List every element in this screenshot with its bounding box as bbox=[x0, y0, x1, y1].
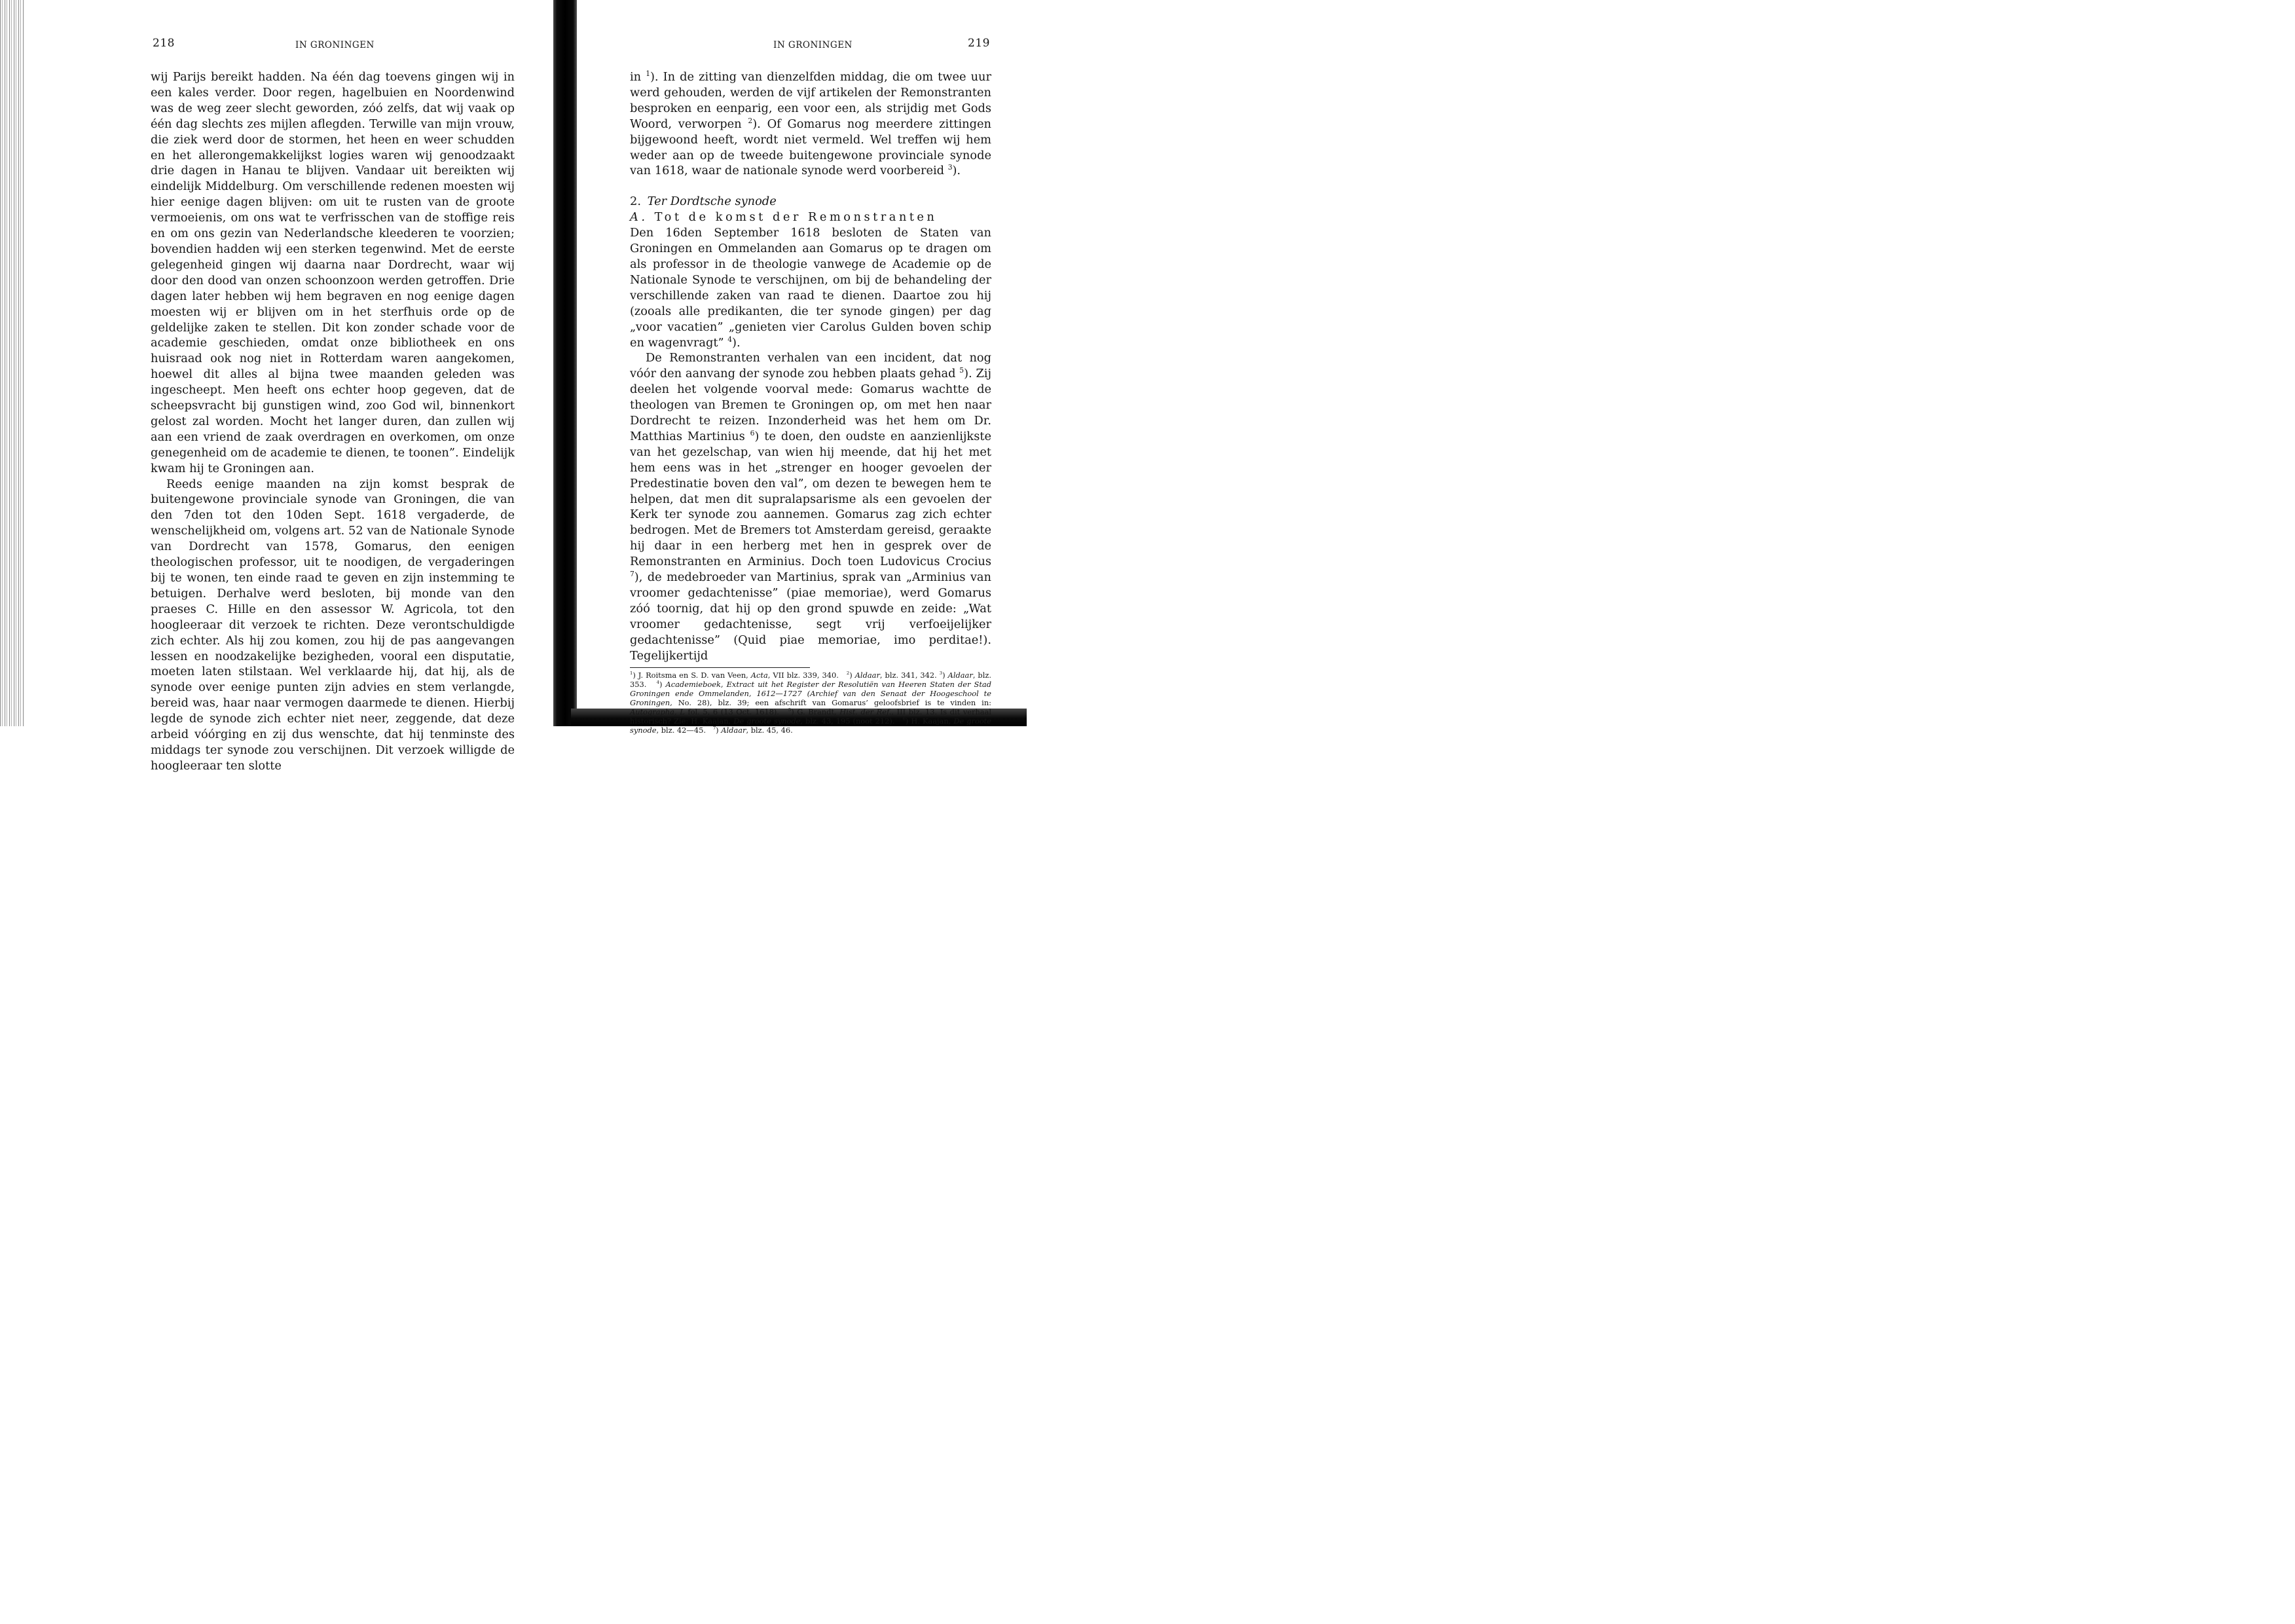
footnote-text: No. 28), blz. 39; een afschrift van Gomarus’ geloofsbrief is te vinden in: bbox=[672, 697, 991, 707]
paragraph bbox=[630, 225, 991, 350]
footnote-title: De groote synode, bbox=[733, 716, 803, 726]
text-run: ). Of Gomarus nog meerdere zittingen bijgewoond heeft, wordt niet vermeld. Wel treffen wij hem weder aan op de tweede buitengewone provinciale synode van 1618, waar de nationale synode werd voorbereid bbox=[630, 117, 991, 178]
text-run: ) te doen, den oudste en aanzienlijkste van het gezelschap, van wien hij meende, dat hij het met hem eens was in het „strenger en hooger gevoelen der Predestinatie boven den val”, om dezen te bewegen hem te helpen, dat men dit supralapsarisme als een gevoelen der Kerk ter synode zou aannemen. Gomarus zag zich echter bedrogen. Met de Bremers tot Amsterdam gereisd, geraakte hij daar in een herberg met hen in gesprek over de Remonstranten en Arminius. Doch toen Ludovicus Crocius bbox=[630, 429, 991, 569]
text-run: ). bbox=[732, 335, 741, 350]
footnote-mark: 5 bbox=[788, 707, 792, 712]
footnote-title: Aldaar bbox=[947, 670, 973, 680]
section-title: Ter Dordtsche synode bbox=[647, 194, 777, 209]
paragraph: Reeds eenige maanden na zijn komst besprak de buitengewone provinciale synode van Groningen, die van den 7den tot den 10den Sept. 1618 vergaderde, de wenschelijkheid om, volgens art. 52 van de Nationale Synode van Dordrecht van 1578, Gomarus, den eenigen theologischen professor, uit te noodigen, de vergaderingen bij te wonen, ten einde raad te geven en zijn instemming te betuigen. Derhalve werd besloten, bij monde van den praeses C. Hille en den assessor W. Agricola, tot den hoogleeraar dit verzoek te richten. Deze verontschuldigde zich echter. Als hij zou komen, zou hij de pas aangevangen lessen en noodzakelijke bezigheden, vooral een disputatie, moeten laten stilstaan. Wel verklaarde hij, dat hij, als de synode over eenige punten zijn advies en stem verlangde, bereid was, haar naar vermogen daarmede te dienen. Hierbij legde de synode zich echter niet neer, zeggende, dat deze arbeid vóórging en zij dus wenschte, dat hij tenminste des middags ter synode zou verschijnen. Dit verzoek willigde de hoogleeraar ten slotte bbox=[151, 477, 515, 773]
left-page bbox=[151, 0, 515, 773]
running-head: IN GRONINGEN bbox=[295, 40, 375, 50]
text-run: in bbox=[630, 70, 646, 84]
footnote-ref: 2 bbox=[748, 116, 753, 125]
paragraph: wij Parijs bereikt hadden. Na één dag toevens gingen wij in een kales verder. Door regen, hagelbuien en Noordenwind was de weg zeer slecht geworden, zóó zelfs, dat wij vaak op één dag slechts zes mijlen aflegden. Terwille van mijn vrouw, die ziek werd door de stormen, het heen en weer schudden en het allerongemakkelijkst logies waren wij genoodzaakt drie dagen in Hanau te blijven. Vandaar uit bereikten wij eindelijk Middelburg. Om verschillende redenen moesten wij hier eenige dagen blijven: om uit te rusten van de groote vermoeienis, om ons wat te verfrisschen van de stoffige reis en om ons gezin van Nederlandsche kleederen te voorzien; bovendien hadden wij een sterken tegenwind. Met de eerste gelegenheid gingen wij daarna naar Dordrecht, waar wij door den dood van onzen schoonzoon werden getroffen. Drie dagen later hebben wij hem begraven en nog eenige dagen moesten wij er blijven om in het sterfhuis orde op de geldelijke zaken te stellen. Dit kon zonder schade voor de academie geschieden, omdat onze bibliotheek en ons huisraad ook nog niet in Rotterdam waren aangekomen, hoewel dit alles al bijna twee maanden geleden was ingescheept. Men heeft ons echter hoop gegeven, dat de scheepsvracht bij gunstigen wind, zoo God wil, binnenkort gelost zal worden. Mocht het langer duren, dan zullen wij aan een vriend de zaak overdragen en overkomen, om onze genegenheid om de academie te dienen, te toonen”. Eindelijk kwam hij te Groningen aan. bbox=[151, 70, 515, 475]
text-run: De Remonstranten verhalen van een incident, dat nog vóór den aanvang der synode zou hebben plaats gehad bbox=[630, 351, 991, 381]
right-page-body bbox=[630, 69, 991, 735]
paragraph bbox=[630, 350, 991, 663]
left-page-header bbox=[151, 38, 515, 56]
footnote-ref: 1 bbox=[646, 69, 650, 79]
footnote-ref: 5 bbox=[959, 366, 964, 375]
footnote-text: blz. 43, 195 (noot 212). bbox=[803, 716, 895, 726]
footnote-title: De groote synode bbox=[630, 716, 991, 735]
subsection-heading bbox=[630, 210, 991, 225]
footnote-mark: 7 bbox=[712, 725, 716, 731]
footnote-text: , VII blz. 339, 340. bbox=[767, 670, 839, 680]
footnote-title: Autographa, L bbox=[630, 707, 685, 716]
left-page-body bbox=[151, 69, 515, 774]
footnote-title: Aldaar bbox=[854, 670, 880, 680]
footnote-title: Aldaar bbox=[721, 725, 746, 735]
footnote-ref: 7 bbox=[630, 570, 634, 579]
right-page bbox=[630, 0, 992, 735]
page-number: 219 bbox=[968, 37, 990, 50]
footnote-text: fol. 5, 6 (13 Oct. 1618). bbox=[684, 707, 779, 716]
text-run: ). bbox=[952, 164, 961, 178]
book-gutter bbox=[553, 0, 577, 726]
footnote-text: , blz. 45, 46. bbox=[746, 725, 793, 735]
footnote-mark: 6 bbox=[902, 716, 906, 722]
subsection-title: Tot de komst der Remonstranten bbox=[654, 210, 938, 225]
footnote-ref: 3 bbox=[947, 163, 953, 172]
section-heading bbox=[630, 194, 991, 210]
footnote-title: Academieboek, Extract uit het Register der Resolutiën van Heeren Staten der Stad Groningen ende Ommelanden, 1612—1727 (Archief van den Senaat der Hoogeschool te Groningen, bbox=[630, 679, 991, 707]
footnote-text: , blz. 341, 342. bbox=[879, 670, 937, 680]
footnote-text: ) G. Brandt, bbox=[791, 707, 840, 716]
text-run: ). In de zitting van dienzelfden middag, die om twee uur werd gehouden, werden de vijf artikelen der Remonstranten besproken en eenparig, een voor een, als strijdig met Gods Woord, verworpen bbox=[630, 70, 991, 131]
text-run: Den 16den September 1618 besloten de Staten van Groningen en Ommelanden aan Gomarus op te dragen om als professor in de theologie vanwege de Academie op de Nationale Synode te verschijnen, om bij de behandeling der verschillende zaken van raad te dienen. Daartoe zou hij (zooals alle predikanten, die ter synode gingen) per dag „voor vacatien” „genieten vier Carolus Gulden boven schip en wagenvragt” bbox=[630, 226, 991, 350]
footnote-mark: 3 bbox=[939, 670, 943, 676]
right-page-header bbox=[630, 38, 991, 56]
footnote-mark: 4 bbox=[656, 679, 659, 685]
page-number: 218 bbox=[153, 37, 175, 50]
text-run: ), de medebroeder van Martinius, sprak van „Arminius van vroomer gedachtenisse” (piae memoriae), werd Gomarus zóó toornig, dat hij op den grond spuwde en zeide: „Wat vroomer gedachtenisse, segt vrij verfoeijelijker gedachtenisse” (Quid piae memoriae, imo perditae!). Tegelijkertijd bbox=[630, 570, 991, 663]
footnote-title: Hist. der Ref. bbox=[839, 707, 892, 716]
footnote-text: ) J. Roitsma en S. D. van Veen, bbox=[633, 670, 751, 680]
footnote-ref: 6 bbox=[750, 429, 755, 438]
footnote-text: , III blz. 13. Is dit verhaal historisch? Zie: H. Kaajan, bbox=[630, 707, 992, 726]
footnote-text: ) H. Kaajan, bbox=[905, 716, 954, 726]
subsection-letter: A. bbox=[630, 210, 648, 225]
text-run: ). Zij deelen het volgende voorval mede: Gomarus wachtte de theologen van Bremen te Groningen op, om met hen naar Dordrecht te reizen. Inzonderheid was het hem om Dr. Matthias Martinius bbox=[630, 367, 992, 443]
footnote-mark: 1 bbox=[630, 670, 633, 676]
footnote-title: Acta bbox=[750, 670, 768, 680]
footnotes: $^1$) J. Roitsma en S. D. van Veen, Acta, VII blz. 339, 340. $^2$) Aldaar, blz. 341, 342. $^3$) Aldaar, blz. 353. $^4$) Academieboek, Extract uit het Register der Resolutiën van Heeren Staten der Stad Groningen ende Ommelanden, 1612—1727 (Archief van den Senaat der Hoogeschool te Groningen, No. 28), blz. 39; een afschrift van Gomarus’ geloofsbrief is te vinden in: Autographa, L fol. 5, 6 (13 Oct. 1618). $^5$) G. Brandt, Hist. der Ref., III blz. 13. Is dit verhaal historisch? Zie: H. Kaajan, De groote synode, blz. 43, 195 (noot 212). $^6$) H. Kaajan, De groote synode, blz. 42—45. $^7$) Aldaar, blz. 45, 46. bbox=[630, 670, 992, 735]
footnote-text: , blz. 353. bbox=[630, 670, 991, 689]
section-number: 2. bbox=[630, 194, 641, 209]
scan-left-edge-artifact bbox=[0, 0, 25, 726]
footnote-ref: 4 bbox=[727, 335, 733, 344]
running-head: IN GRONINGEN bbox=[773, 40, 853, 50]
footnote-mark: 2 bbox=[846, 670, 850, 676]
footnote-text: , blz. 42—45. bbox=[656, 725, 706, 735]
footnote-rule bbox=[630, 667, 810, 668]
paragraph bbox=[630, 69, 991, 179]
